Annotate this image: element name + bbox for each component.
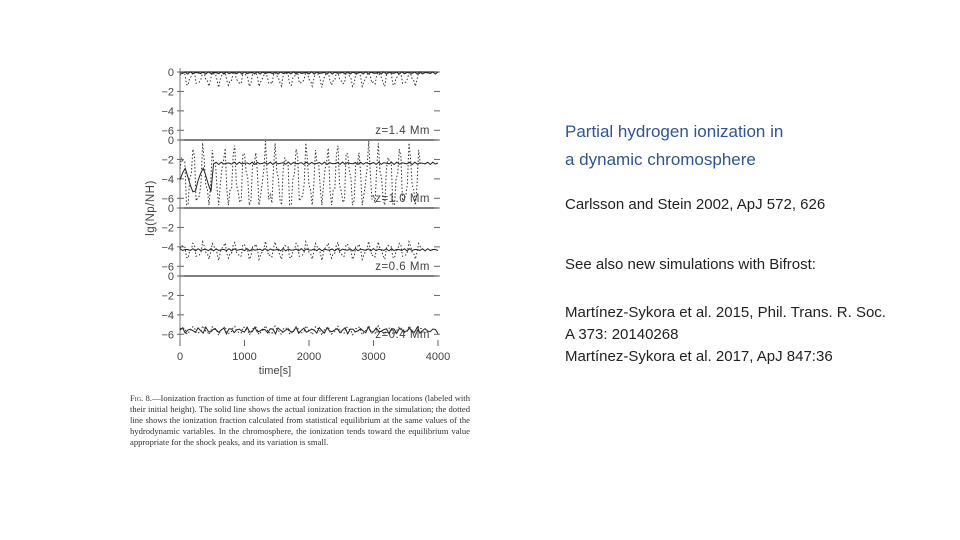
x-tick-label: 0 (176, 351, 184, 363)
y-tick-label: −2 (161, 222, 174, 235)
reference-line: Martínez-Sykora et al. 2017, ApJ 847:36 (565, 348, 833, 365)
y-tick-label: −4 (161, 309, 174, 322)
solid-line-actual (180, 162, 438, 192)
x-tick-label: 4000 (425, 351, 451, 363)
y-axis-label: lg(Np/NH) (145, 180, 157, 236)
slide-title-line-2: a dynamic chromosphere (565, 150, 756, 169)
figure-caption (130, 393, 470, 448)
y-tick-label: −4 (161, 241, 174, 254)
y-tick-label: −2 (161, 154, 174, 167)
reference-line: A 373: 20140268 (565, 326, 679, 343)
y-tick-label: 0 (167, 271, 174, 283)
y-tick-label: 0 (167, 135, 174, 147)
x-tick-label: 3000 (361, 351, 386, 363)
y-tick-label: −6 (161, 193, 174, 206)
main-reference: Carlsson and Stein 2002, ApJ 572, 626 (565, 196, 826, 213)
dotted-line-equilibrium (180, 241, 422, 260)
solid-line-actual (180, 249, 438, 251)
dotted-line-equilibrium (180, 73, 422, 88)
y-tick-label: −2 (161, 290, 174, 303)
x-tick-label: 1000 (232, 351, 257, 363)
panel-label: z=0.4 Mm (375, 329, 430, 341)
additional-references (565, 302, 955, 368)
x-axis-label: time[s] (258, 365, 292, 377)
see-also-text: See also new simulations with Bifrost: (565, 256, 816, 273)
panel-label: z=0.6 Mm (375, 261, 430, 273)
y-tick-label: −4 (161, 173, 174, 186)
ionization-figure (128, 58, 473, 388)
figure-axes (161, 67, 450, 363)
reference-line: Martínez-Sykora et al. 2015, Phil. Trans. R. Soc. (565, 304, 886, 321)
y-tick-label: −6 (161, 125, 174, 138)
y-tick-label: −2 (161, 86, 174, 99)
caption-text: —Ionization fraction as function of time at four different Lagrangian locations (labeled with their initial height). The solid line shows the actual ionization fraction in the simulation; the dotted line shows the ionization fraction calculated from statistical equilibrium at the same values of the hydrodynamic variables. In the chromosphere, the ionization tends toward the equilibrium value appropriate for the shock peaks, and its variation is small. (130, 393, 470, 447)
x-tick-label: 2000 (296, 351, 322, 363)
panel-label: z=1.4 Mm (375, 125, 430, 137)
slide-title (565, 118, 955, 174)
y-tick-label: 0 (167, 203, 174, 215)
y-tick-label: −6 (161, 329, 174, 342)
slide-title-line-1: Partial hydrogen ionization in (565, 122, 784, 141)
slide-text-panel (565, 118, 955, 368)
y-tick-label: −6 (161, 261, 174, 274)
y-tick-label: −4 (161, 105, 174, 118)
panel-label: z=1.0 Mm (375, 193, 430, 205)
caption-label: Fig. 8. (130, 393, 152, 403)
y-tick-label: 0 (167, 67, 174, 79)
